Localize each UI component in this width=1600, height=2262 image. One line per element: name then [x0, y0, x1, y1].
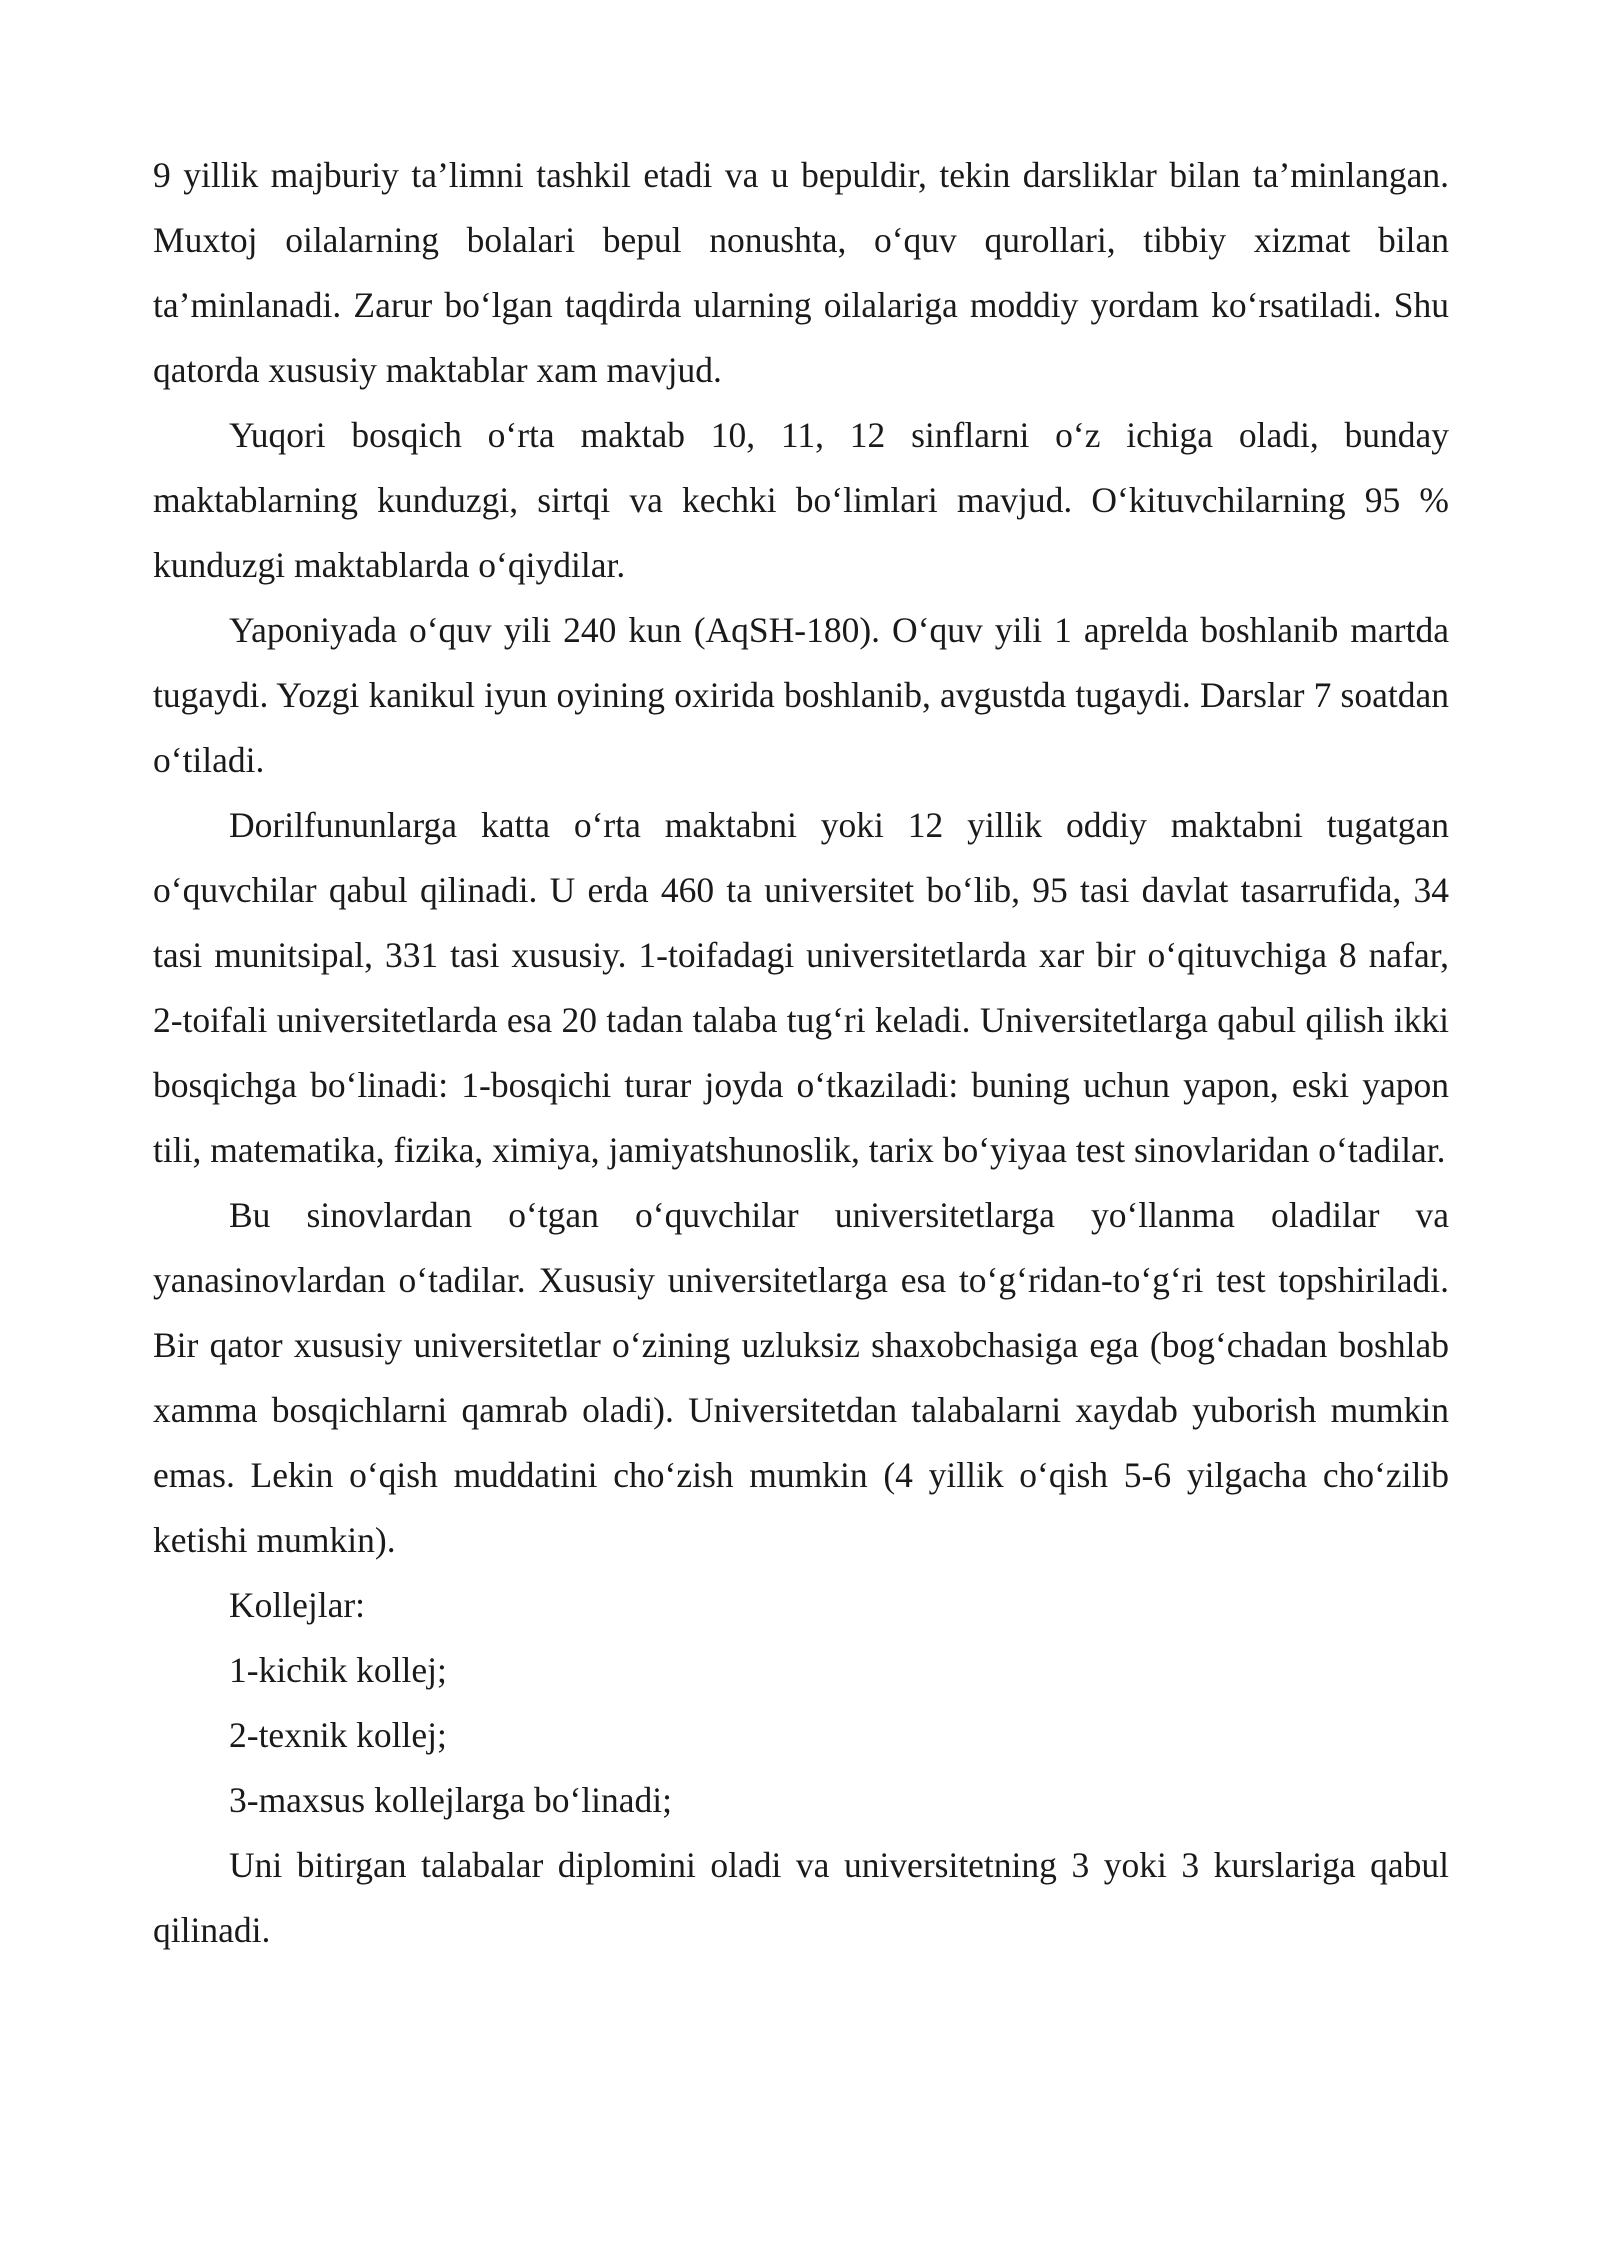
colleges-heading: Kollejlar: — [229, 1585, 366, 1625]
paragraph-graduates: Uni bitirgan talabalar diplomini oladi va universitetning 3 yoki 3 kurslariga qabul qilinadi. — [153, 1845, 1449, 1950]
college-list-item: 3-maxsus kollejlarga bo‘linadi; — [229, 1780, 673, 1820]
college-list-item: 2-texnik kollej; — [229, 1715, 447, 1755]
paragraph-admission-tests: Bu sinovlardan o‘tgan o‘quvchilar universitetlarga yo‘llanma oladilar va yanasinovlardan o‘tadilar. Xususiy universitetlarga esa to‘g‘ridan-to‘g‘ri test topshiriladi. Bir qator xususiy universitetlar o‘zining uzluksiz shaxobchasiga ega (bog‘chadan boshlab xamma bosqichlarni qamrab oladi). Universitetdan talabalarni xaydab yuborish mumkin emas. Lekin o‘qish muddatini cho‘zish mumkin (4 yillik o‘qish 5-6 yilgacha cho‘zilib ketishi mumkin). — [153, 1195, 1449, 1560]
paragraph-compulsory-education: 9 yillik majburiy ta’limni tashkil etadi va u bepuldir, tekin darsliklar bilan ta’minlangan. Muxtoj oilalarning bolalari bepul nonushta, o‘quv qurollari, tibbiy xizmat bilan ta’minlanadi. Zarur bo‘lgan taqdirda ularning oilalariga moddiy yordam ko‘rsatiladi. Shu qatorda xususiy maktablar xam mavjud. — [153, 155, 1449, 390]
paragraph-universities: Dorilfununlarga katta o‘rta maktabni yoki 12 yillik oddiy maktabni tugatgan o‘quvchilar qabul qilinadi. U erda 460 ta universitet bo‘lib, 95 tasi davlat tasarrufida, 34 tasi munitsipal, 331 tasi xususiy. 1-toifadagi universitetlarda xar bir o‘qituvchiga 8 nafar, 2-toifali universitetlarda esa 20 tadan talaba tug‘ri keladi. Universitetlarga qabul qilish ikki bosqichga bo‘linadi: 1-bosqichi turar joyda o‘tkaziladi: buning uchun yapon, eski yapon tili, matematika, fizika, ximiya, jamiyatshunoslik, tarix bo‘yiyaa test sinovlaridan o‘tadilar. — [153, 805, 1449, 1170]
paragraph-school-year: Yaponiyada o‘quv yili 240 kun (AqSH-180). O‘quv yili 1 aprelda boshlanib martda tugaydi. Yozgi kanikul iyun oyining oxirida boshlanib, avgustda tugaydi. Darslar 7 soatdan o‘tiladi. — [153, 610, 1449, 780]
paragraph-upper-secondary: Yuqori bosqich o‘rta maktab 10, 11, 12 sinflarni o‘z ichiga oladi, bunday maktablarning kunduzgi, sirtqi va kechki bo‘limlari mavjud. O‘kituvchilarning 95 % kunduzgi maktablarda o‘qiydilar. — [153, 415, 1449, 585]
document-body — [153, 143, 1449, 1963]
college-list-item: 1-kichik kollej; — [229, 1650, 447, 1690]
